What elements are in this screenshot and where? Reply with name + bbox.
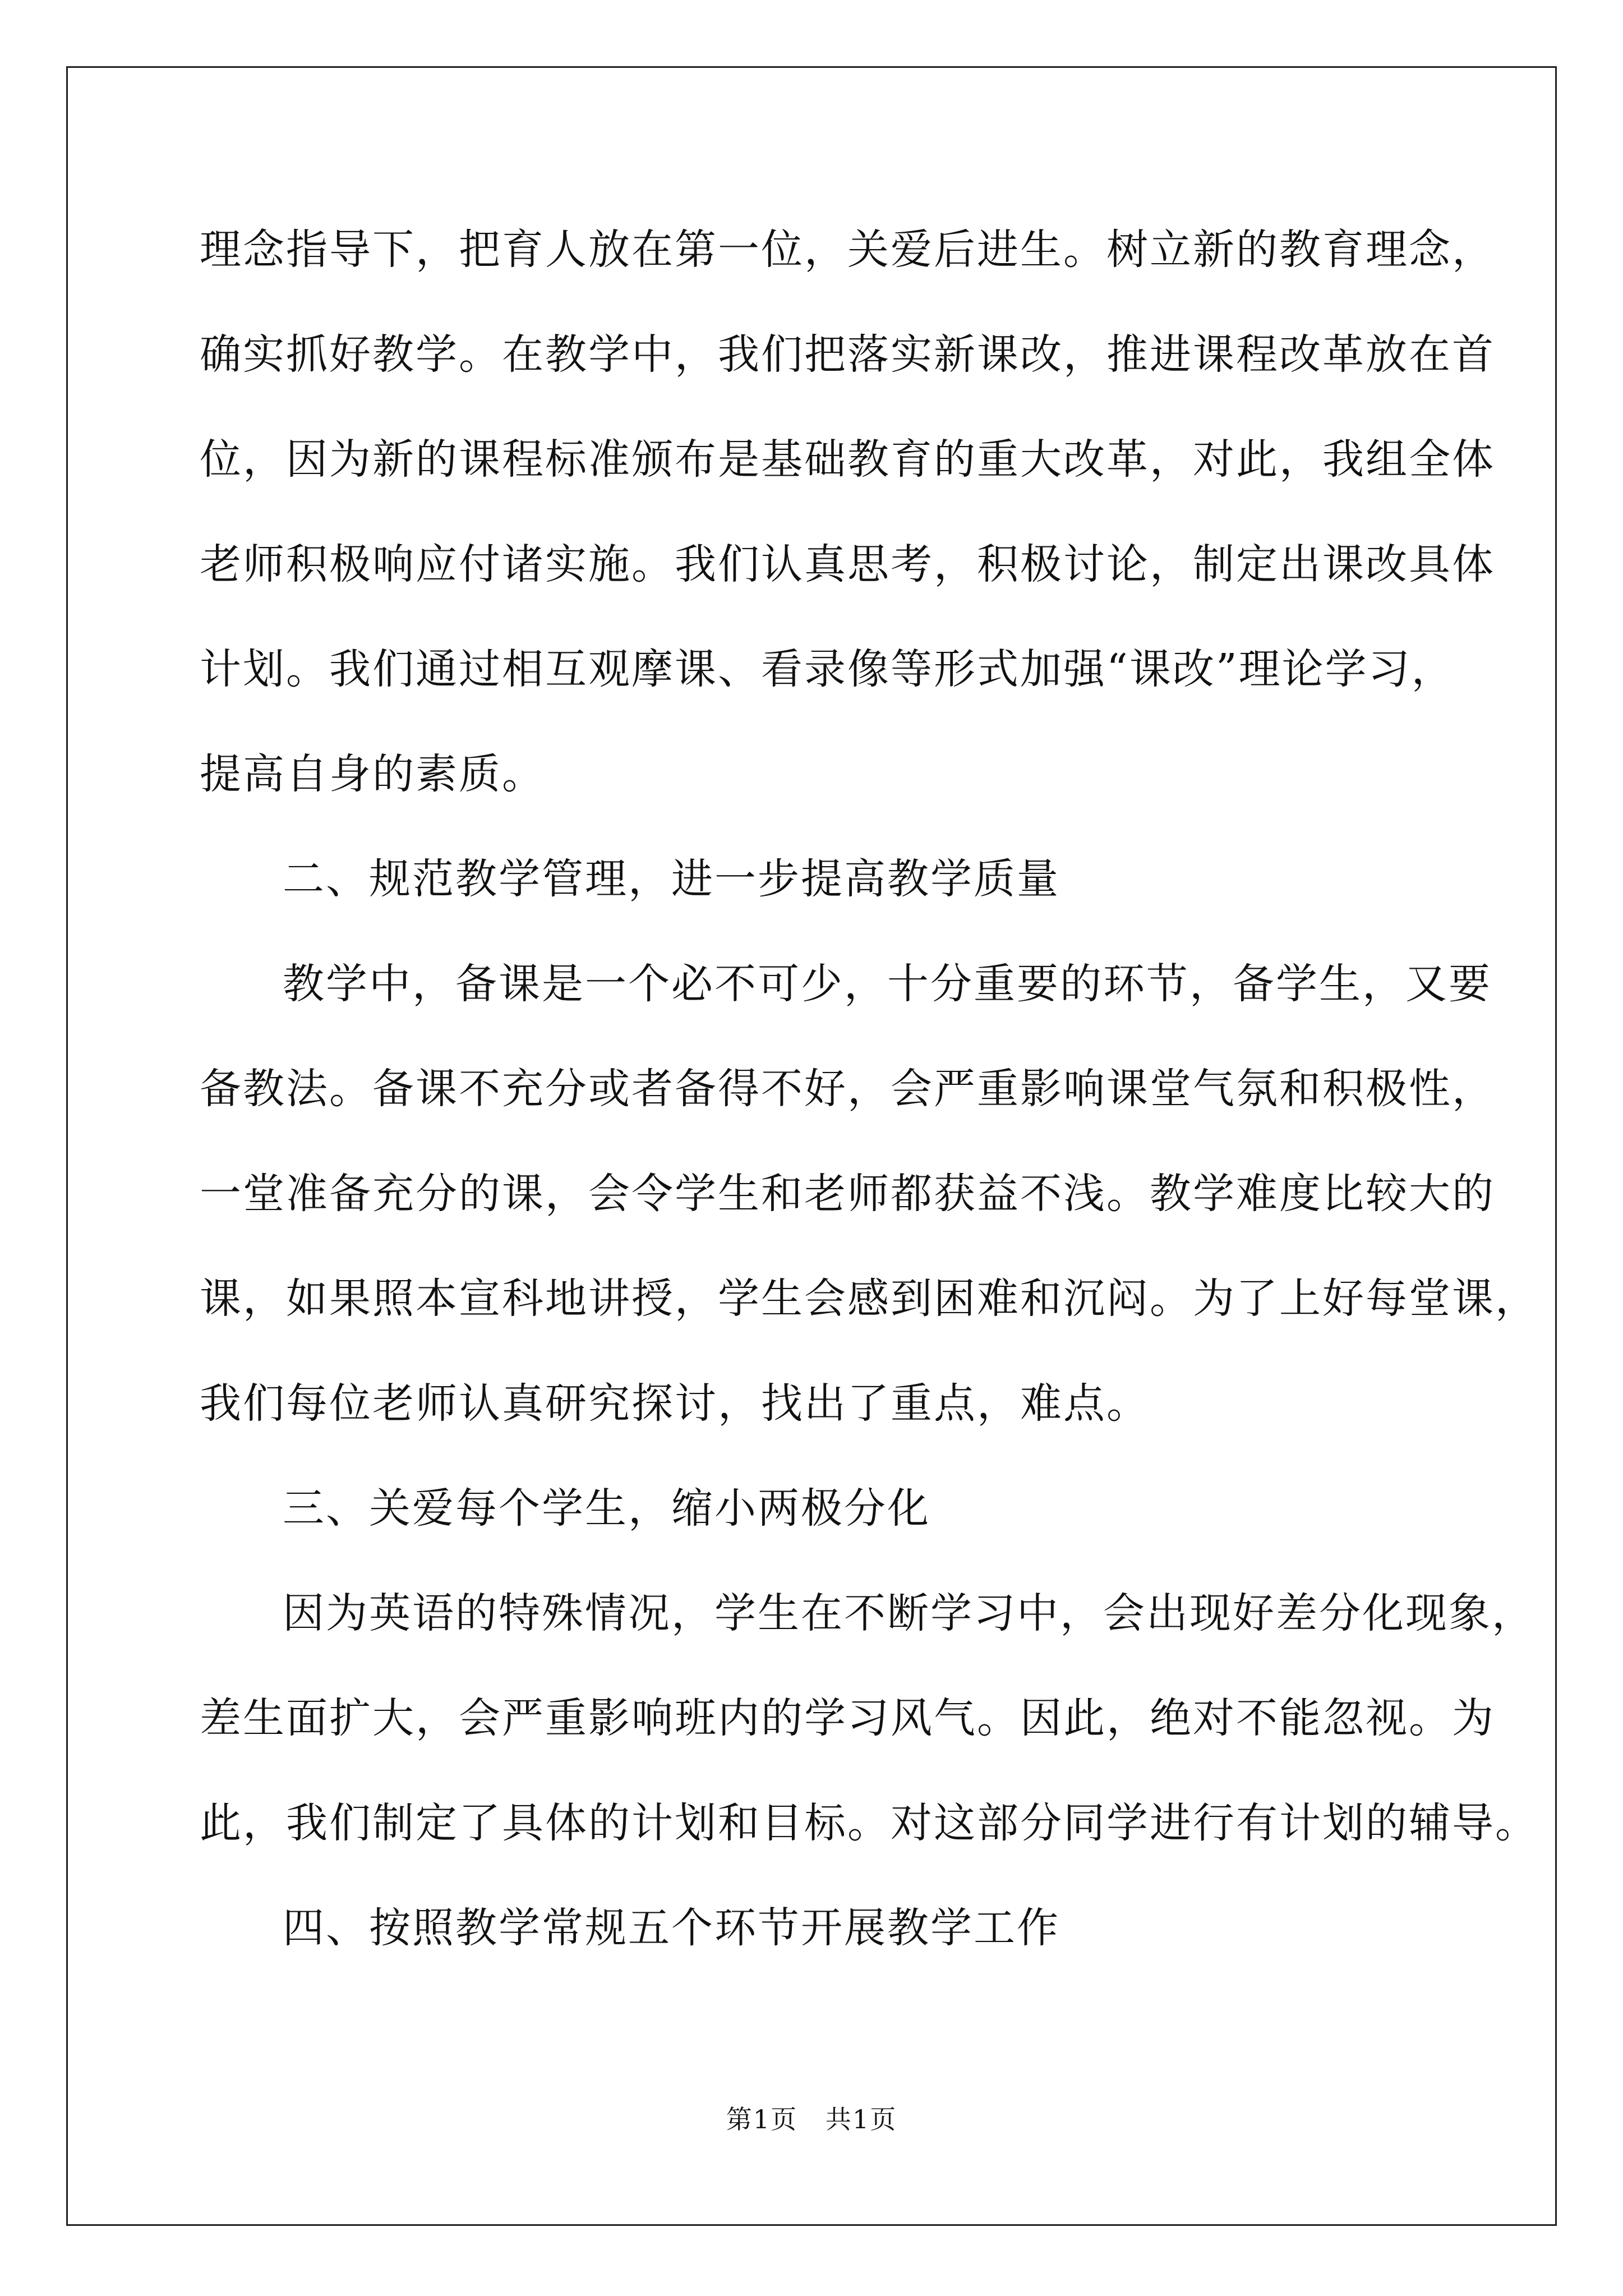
section-heading: 三、关爱每个学生，缩小两极分化 (283, 1484, 930, 1533)
section-heading: 二、规范教学管理，进一步提高教学质量 (283, 855, 1060, 903)
text-line: 位，因为新的课程标准颁布是基础教育的重大改革，对此，我组全体 (200, 435, 1495, 484)
text-line: 差生面扩大，会严重影响班内的学习风气。因此，绝对不能忽视。为 (200, 1694, 1495, 1742)
text-line: 提高自身的素质。 (200, 750, 545, 798)
text-line: 我们每位老师认真研究探讨，找出了重点，难点。 (200, 1379, 1150, 1428)
text-line: 此，我们制定了具体的计划和目标。对这部分同学进行有计划的辅导。 (200, 1799, 1538, 1847)
page-footer: 第1页 共1页 (726, 2104, 897, 2134)
text-line: 一堂准备充分的课，会令学生和老师都获益不浅。教学难度比较大的 (200, 1170, 1495, 1218)
text-line: 因为英语的特殊情况，学生在不断学习中，会出现好差分化现象， (283, 1589, 1535, 1637)
text-line: 备教法。备课不充分或者备得不好，会严重影响课堂气氛和积极性， (200, 1065, 1495, 1113)
text-line: 老师积极响应付诸实施。我们认真思考，积极讨论，制定出课改具体 (200, 540, 1495, 588)
text-line: 确实抓好教学。在教学中，我们把落实新课改，推进课程改革放在首 (200, 330, 1495, 379)
text-line: 教学中，备课是一个必不可少，十分重要的环节，备学生，又要 (283, 960, 1492, 1008)
text-line: 课，如果照本宣科地讲授，学生会感到困难和沉闷。为了上好每堂课， (200, 1274, 1538, 1323)
text-line: 理念指导下，把育人放在第一位，关爱后进生。树立新的教育理念， (200, 226, 1495, 274)
text-line: 计划。我们通过相互观摩课、看录像等形式加强“课改”理论学习， (200, 645, 1455, 693)
section-heading: 四、按照教学常规五个环节开展教学工作 (283, 1904, 1060, 1952)
